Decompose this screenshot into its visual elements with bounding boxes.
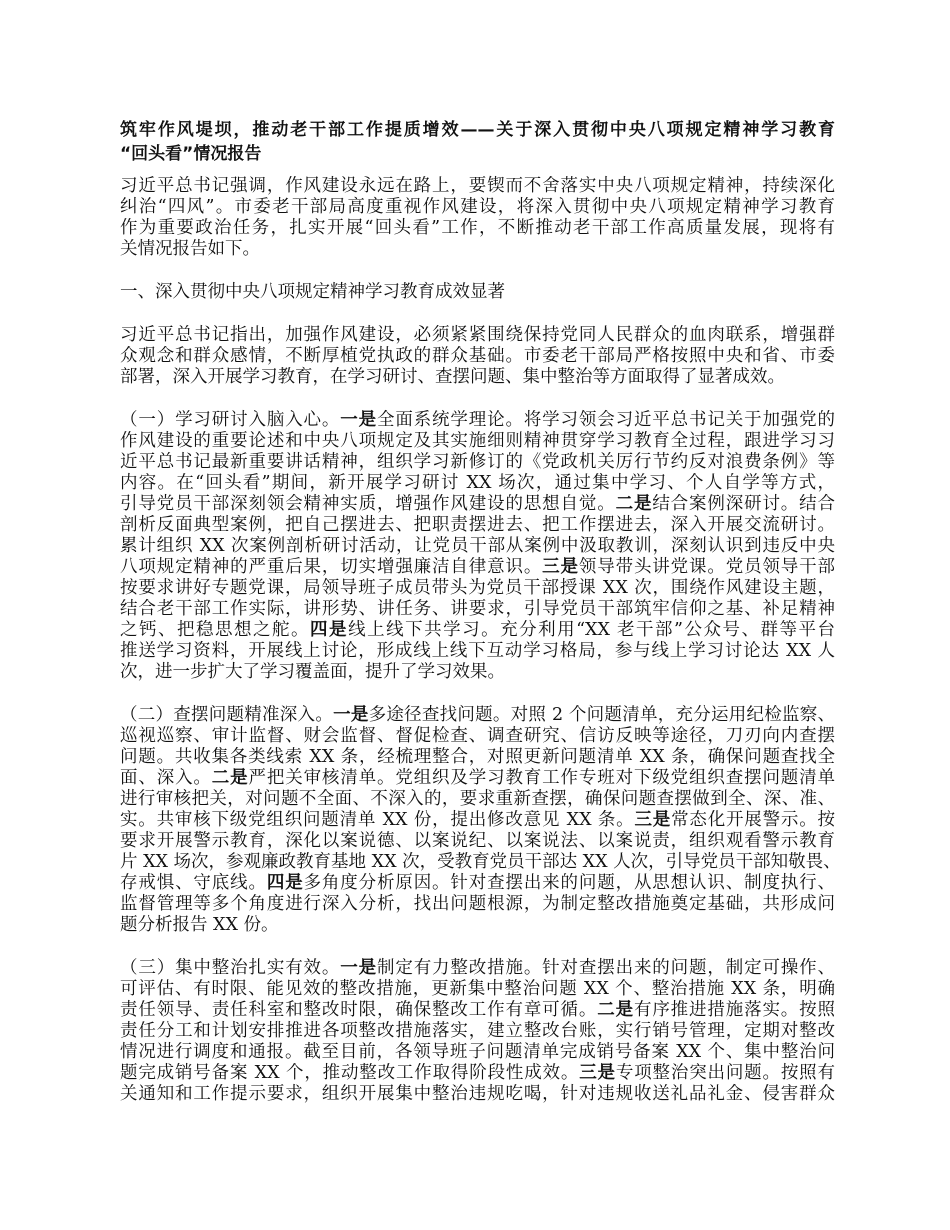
rectification-paragraph — [120, 958, 835, 1105]
intro-paragraph — [120, 176, 835, 260]
text-segment: 结合案例深研讨。结合 — [652, 494, 836, 514]
text-line: 监督管理等多个角度进行深入分析，找出问题根源，为制定整改措施奠定基础，共形成问 — [120, 894, 835, 914]
text-line: 作为重要政治任务，扎实开展“回头看”工作，不断推动老干部工作高质量发展，现将有 — [120, 218, 835, 238]
text-segment: 常态化开展警示。按 — [671, 810, 836, 830]
text-line: 一、深入贯彻中央八项规定精神学习教育成效显著 — [120, 282, 505, 302]
text-segment: 实。共审核下级党组织问题清单 XX 份，提出修改意见 XX 条。 — [120, 810, 635, 830]
text-line: 内容。在“回头看”期间，新开展学习研讨 XX 场次，通过集中学习、个人自学等方式， — [120, 473, 835, 493]
bold-keyword: 二是 — [615, 494, 653, 514]
text-line: 结合老干部工作实际，讲形势、讲任务、讲要求，引导党员干部筑牢信仰之基、补足精神 — [120, 599, 835, 619]
text-line — [120, 958, 835, 979]
text-line: 纠治“四风”。市委老干部局高度重视作风建设，将深入贯彻中央八项规定精神学习教育 — [120, 197, 835, 217]
text-segment: 八项规定精神的严重后果，切实增强廉洁自律意识。 — [120, 557, 543, 577]
text-segment: 多角度分析原因。针对查摆出来的问题，从思想认识、制度执行、 — [303, 873, 836, 893]
text-line — [120, 1000, 835, 1021]
bold-keyword: 三是 — [542, 557, 579, 577]
text-line: 可评估、有时限、能见效的整改措施，更新集中整治问题 XX 个、整治措施 XX 条，明确 — [120, 979, 835, 999]
section-1-intro-paragraph — [120, 325, 835, 388]
text-segment: 之钙、把稳思想之舵。 — [120, 620, 311, 640]
text-line: 要求开展警示教育，深化以案说德、以案说纪、以案说法、以案说责，组织观看警示教育 — [120, 831, 835, 851]
text-line: 片 XX 场次，参观廉政教育基地 XX 次，受教育党员干部达 XX 人次，引导党员干部知敬畏、 — [120, 852, 841, 872]
text-line: 责任分工和计划安排推进各项整改措施落实，建立整改台账，实行销号管理，定期对整改 — [120, 1021, 835, 1041]
bold-keyword: 二是 — [597, 1000, 634, 1020]
text-line: 次，进一步扩大了学习覆盖面，提升了学习效果。 — [120, 662, 505, 682]
text-segment: （三）集中整治扎实有效。 — [120, 958, 341, 978]
text-segment: （一）学习研讨入脑入心。 — [120, 410, 341, 430]
text-segment: 领导带头讲党课。党员领导干部 — [578, 557, 836, 577]
section-heading-1 — [120, 282, 835, 303]
text-segment: 面、深入。 — [120, 768, 212, 788]
study-paragraph — [120, 410, 835, 683]
text-segment: 存戒惧、守底线。 — [120, 873, 267, 893]
text-line: 关情况报告如下。 — [120, 239, 260, 259]
text-line — [120, 705, 835, 726]
text-segment: 全面系统学理论。将学习领会习近平总书记关于加强党的 — [376, 410, 836, 430]
text-segment: 多途径查找问题。对照 2 个问题清单，充分运用纪检监察、 — [368, 705, 836, 725]
text-line — [120, 494, 835, 515]
text-line: 众观念和群众感情，不断厚植党执政的群众基础。市委老干部局严格按照中央和省、市委 — [120, 346, 835, 366]
text-line: 推送学习资料，开展线上讨论，形成线上线下互动学习格局，参与线上学习讨论达 XX 人 — [120, 641, 835, 661]
text-line: 进行审核把关，对问题不全面、不深入的，要求重新查摆，确保问题查摆做到全、深、准、 — [120, 789, 835, 809]
text-line: 题分析报告 XX 份。 — [120, 915, 279, 935]
bold-keyword: 四是 — [266, 873, 304, 893]
text-line: 累计组织 XX 次案例剖析研讨活动，让党员干部从案例中汲取教训，深刻认识到违反中央 — [120, 536, 835, 556]
text-line: 按要求讲好专题党课，局领导班子成员带头为党员干部授课 XX 次，围绕作风建设主题， — [120, 578, 835, 598]
text-line: 关通知和工作提示要求，组织开展集中整治违规吃喝，针对违规收送礼品礼金、侵害群众 — [120, 1084, 835, 1104]
document-title — [120, 118, 835, 166]
bold-keyword: 四是 — [310, 620, 349, 640]
text-line: 情况进行调度和通报。截至目前，各领导班子问题清单完成销号备案 XX 个、集中整治问 — [120, 1042, 835, 1062]
bold-keyword: 一是 — [333, 705, 369, 725]
text-line: “回头看”情况报告 — [120, 144, 262, 164]
text-line: 部署，深入开展学习教育，在学习研讨、查摆问题、集中整治等方面取得了显著成效。 — [120, 367, 785, 387]
text-segment: 专项整治突出问题。按照有 — [615, 1063, 835, 1083]
text-line — [120, 557, 835, 578]
text-segment: （二）查摆问题精准深入。 — [120, 705, 334, 725]
text-segment: 有序推进措施落实。按照 — [633, 1000, 836, 1020]
text-line — [120, 810, 835, 831]
bold-keyword: 一是 — [340, 410, 377, 430]
document-body — [120, 176, 841, 1105]
document-page — [120, 118, 841, 1127]
text-segment: 线上线下共学习。充分利用“XX 老干部”公众号、群等平台 — [348, 620, 836, 640]
text-line: 问题。共收集各类线索 XX 条，经梳理整合，对照更新问题清单 XX 条，确保问题查找全 — [120, 747, 835, 767]
bold-keyword: 三是 — [579, 1063, 616, 1083]
text-segment: 题完成销号备案 XX 个，推动整改工作取得阶段性成效。 — [120, 1063, 580, 1083]
text-line — [120, 873, 835, 894]
text-line: 作风建设的重要论述和中央八项规定及其实施细则精神贯穿学习教育全过程，跟进学习习 — [120, 431, 835, 451]
text-line — [120, 620, 835, 641]
bold-keyword: 三是 — [634, 810, 672, 830]
text-segment: 责任领导、责任科室和整改时限，确保整改工作有章可循。 — [120, 1000, 598, 1020]
text-line: 近平总书记最新重要讲话精神，组织学习新修订的《党政机关厉行节约反对浪费条例》等 — [120, 452, 835, 472]
text-line: 习近平总书记指出，加强作风建设，必须紧紧围绕保持党同人民群众的血肉联系，增强群 — [120, 325, 835, 345]
text-line — [120, 1063, 835, 1084]
bold-keyword: 一是 — [340, 958, 377, 978]
text-line: 习近平总书记强调，作风建设永远在路上，要锲而不舍落实中央八项规定精神，持续深化 — [120, 176, 835, 196]
bold-keyword: 二是 — [211, 768, 249, 788]
text-line: 巡视巡察、审计监督、财会监督、督促检查、调查研究、信访反映等途径，刀刃向内查摆 — [120, 726, 835, 746]
text-line — [120, 768, 835, 789]
problems-paragraph — [120, 705, 841, 936]
text-segment: 严把关审核清单。党组织及学习教育工作专班对下级党组织查摆问题清单 — [248, 768, 836, 788]
text-segment: 引导党员干部深刻领会精神实质，增强作风建设的思想自觉。 — [120, 494, 616, 514]
text-segment: 制定有力整改措施。针对查摆出来的问题，制定可操作、 — [376, 958, 836, 978]
text-line: 筑牢作风堤坝，推动老干部工作提质增效——关于深入贯彻中央八项规定精神学习教育 — [120, 120, 835, 140]
text-line: 剖析反面典型案例，把自己摆进去、把职责摆进去、把工作摆进去，深入开展交流研讨。 — [120, 515, 835, 535]
text-line — [120, 410, 835, 431]
